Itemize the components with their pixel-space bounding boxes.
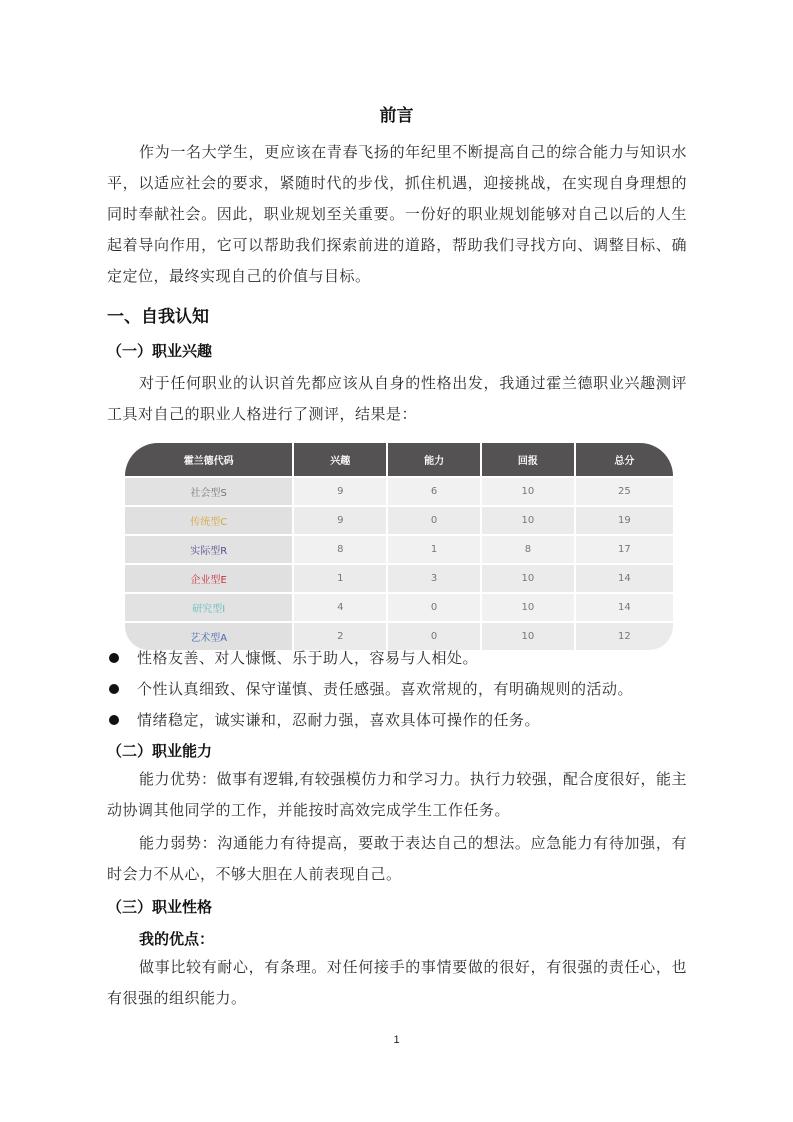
cell-ability: 1	[388, 536, 480, 563]
list-item: 情绪稳定，诚实谦和，忍耐力强，喜欢具体可操作的任务。	[107, 704, 697, 735]
cell-reward: 10	[482, 594, 574, 621]
cell-code: 艺术型A	[125, 623, 292, 650]
cell-interest: 4	[294, 594, 386, 621]
cell-interest: 9	[294, 507, 386, 534]
cell-code: 企业型E	[125, 565, 292, 592]
cell-total: 12	[576, 623, 673, 650]
bullet-icon	[109, 684, 119, 694]
header-code: 霍兰德代码	[125, 443, 292, 476]
cell-interest: 8	[294, 536, 386, 563]
cell-reward: 10	[482, 565, 574, 592]
ability-weakness-paragraph: 能力弱势：沟通能力有待提高，要敢于表达自己的想法。应急能力有待加强，有时会力不从心，不够大胆在人前表现自己。	[107, 834, 687, 883]
table-row	[125, 507, 673, 534]
table-header-row	[125, 443, 673, 476]
page-number: 1	[393, 1034, 400, 1046]
cell-reward: 10	[482, 623, 574, 650]
cell-interest: 2	[294, 623, 386, 650]
bullet-icon	[109, 715, 119, 725]
cell-ability: 0	[388, 594, 480, 621]
page-title: 前言	[379, 106, 414, 126]
cell-ability: 0	[388, 507, 480, 534]
interest-paragraph: 对于任何职业的认识首先都应该从自身的性格出发，我通过霍兰德职业兴趣测评工具对自己的职业人格进行了测评，结果是：	[107, 374, 687, 423]
list-item: 个性认真细致、保守谨慎、责任感强。喜欢常规的，有明确规则的活动。	[107, 673, 697, 704]
table-row	[125, 536, 673, 563]
strengths-label: 我的优点：	[139, 930, 215, 948]
cell-code: 实际型R	[125, 536, 292, 563]
subsection-heading-ability: （二）职业能力	[107, 742, 213, 760]
cell-reward: 10	[482, 478, 574, 505]
cell-total: 14	[576, 565, 673, 592]
cell-total: 17	[576, 536, 673, 563]
cell-interest: 9	[294, 478, 386, 505]
cell-ability: 3	[388, 565, 480, 592]
list-item: 性格友善、对人慷慨、乐于助人，容易与人相处。	[107, 642, 697, 673]
cell-interest: 1	[294, 565, 386, 592]
cell-ability: 6	[388, 478, 480, 505]
cell-ability: 0	[388, 623, 480, 650]
cell-reward: 10	[482, 507, 574, 534]
cell-total: 25	[576, 478, 673, 505]
cell-reward: 8	[482, 536, 574, 563]
table-row	[125, 478, 673, 505]
subsection-heading-interest: （一）职业兴趣	[107, 342, 213, 360]
holland-code-table	[125, 441, 677, 644]
table-row	[125, 594, 673, 621]
cell-total: 19	[576, 507, 673, 534]
cell-code: 社会型S	[125, 478, 292, 505]
header-reward: 回报	[482, 443, 574, 476]
ability-strength-paragraph: 能力优势：做事有逻辑,有较强模仿力和学习力。执行力较强，配合度很好，能主动协调其他同学的工作，并能按时高效完成学生工作任务。	[107, 770, 687, 819]
subsection-heading-personality: （三）职业性格	[107, 898, 213, 916]
cell-code: 传统型C	[125, 507, 292, 534]
bullet-icon	[109, 653, 119, 663]
header-interest: 兴趣	[294, 443, 386, 476]
intro-paragraph: 作为一名大学生，更应该在青春飞扬的年纪里不断提高自己的综合能力与知识水平，以适应社会的要求，紧随时代的步伐，抓住机遇，迎接挑战，在实现自身理想的同时奉献社会。因此，职业规划至关重要。一份好的职业规划能够对自己以后的人生起着导向作用，它可以帮助我们探索前进的道路，帮助我们寻找方向、调整目标、确定定位，最终实现自己的价值与目标。	[107, 143, 687, 285]
cell-total: 14	[576, 594, 673, 621]
section-heading-self-awareness: 一、自我认知	[107, 307, 209, 327]
interest-bullet-list	[107, 642, 697, 735]
strengths-paragraph: 做事比较有耐心，有条理。对任何接手的事情要做的很好，有很强的责任心，也有很强的组织能力。	[107, 958, 687, 1007]
header-ability: 能力	[388, 443, 480, 476]
table-row	[125, 565, 673, 592]
header-total: 总分	[576, 443, 673, 476]
cell-code: 研究型I	[125, 594, 292, 621]
